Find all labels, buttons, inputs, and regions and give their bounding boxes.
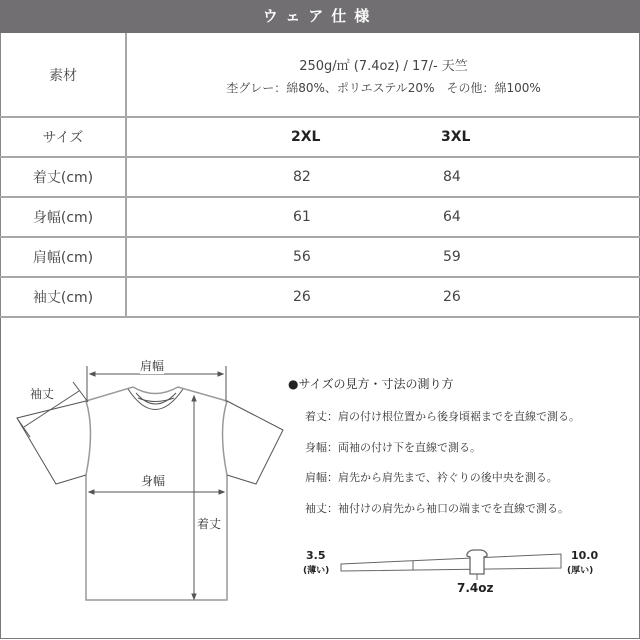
size-header-row [1,117,640,157]
scale-min-value: 3.5 [306,549,326,562]
guide-heading: ●サイズの見方・寸法の測り方 [288,377,454,391]
scale-current-value: 7.4oz [457,581,494,595]
diagram-label-shoulder: 肩幅 [140,359,165,373]
page-title: ウェア仕様 [0,0,640,33]
value-3xl: 26 [443,289,461,305]
value-3xl: 59 [443,249,461,265]
thickness-scale-bar [330,540,580,580]
value-2xl: 61 [293,209,311,225]
row-label: 袖丈(cm) [1,277,127,317]
material-label: 素材 [1,33,127,117]
scale-max-label: (厚い) [567,566,594,576]
value-3xl: 64 [443,209,461,225]
guide-item-body-width: 身幅：両袖の付け下を直線で測る。 [305,441,481,454]
row-label: 着丈(cm) [1,157,127,197]
row-label: 肩幅(cm) [1,237,127,277]
table-row [1,277,640,317]
scale-max-value: 10.0 [571,549,599,562]
size-header-label: サイズ [1,117,127,157]
value-3xl: 84 [443,169,461,185]
guide-item-sleeve: 袖丈：袖付けの肩先から袖口の端までを直線で測る。 [305,502,569,515]
diagram-label-sleeve: 袖丈 [30,387,55,401]
table-row [1,197,640,237]
size-3xl: 3XL [441,129,471,145]
value-2xl: 56 [293,249,311,265]
diagram-label-length: 着丈 [197,517,222,531]
guide-item-shoulder: 肩幅：肩先から肩先まで、衿ぐりの後中央を測る。 [305,471,558,484]
guide-item-length: 着丈：肩の付け根位置から後身頃裾までを直線で測る。 [305,410,580,423]
table-row [1,157,640,197]
table-row [1,237,640,277]
spec-table [0,33,640,318]
size-2xl: 2XL [291,129,321,145]
value-2xl: 26 [293,289,311,305]
material-fabric: 250g/㎡ (7.4oz) / 17/- 天竺 [299,59,468,74]
value-2xl: 82 [293,169,311,185]
diagram-label-body-width: 身幅 [141,474,166,488]
material-row [1,33,640,117]
row-label: 身幅(cm) [1,197,127,237]
material-composition: 杢グレー：綿80%、ポリエステル20% その他：綿100% [226,81,541,95]
scale-min-label: (薄い) [303,566,330,576]
